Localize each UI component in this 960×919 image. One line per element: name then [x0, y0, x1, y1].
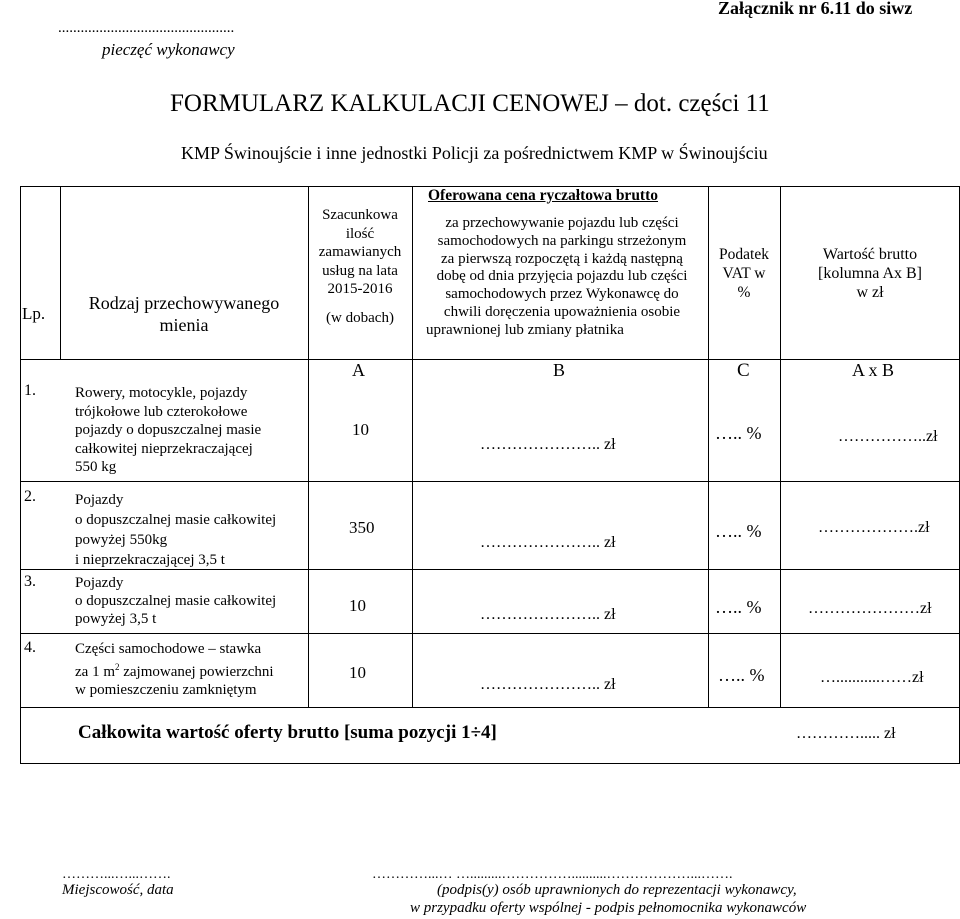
row-4-gross-field[interactable]: …...........……zł: [820, 669, 924, 686]
header-price-desc: za przechowywanie pojazdu lub części samochodowych na parkingu strzeżonym za pierwszą rozpoczętą i każdą następną dobę od dnia przyjęcia pojazdu lub części samochodowych przez Wykonawcę do chwili doręczenia upoważnienia osobie uprawnionej lub zmiany płatnika: [426, 215, 688, 338]
total-value-field[interactable]: …………..... zł: [796, 725, 896, 742]
annex-label: Załącznik nr 6.11 do siwz: [718, 0, 913, 18]
row-2-price-field[interactable]: ………………….. zł: [480, 534, 616, 551]
col-letter-b: B: [553, 360, 566, 380]
header-type: Rodzaj przechowywanego mienia: [88, 293, 280, 335]
signature-label-2: w przypadku oferty wspólnej - podpis pełnomocnika wykonawców: [410, 900, 807, 916]
row-2-quantity: 350: [349, 518, 375, 537]
row-1-number: 1.: [24, 382, 36, 399]
row-3-vat-field[interactable]: ….. %: [715, 597, 762, 617]
signature-dots: …………...… ….........……………..........………………...…….: [372, 867, 733, 882]
row-1-price-field[interactable]: ………………….. zł: [480, 436, 616, 453]
row-2-gross-field[interactable]: ……………….zł: [818, 519, 930, 536]
row-4-description: Części samochodowe – stawka za 1 $m^2$ zajmowanej powierzchni w pomieszczeniu zamkniętym: [75, 641, 274, 698]
row-3-gross-field[interactable]: …………………zł: [808, 600, 932, 617]
row-1-gross-field[interactable]: ……………..zł: [838, 428, 938, 445]
signature-label-1: (podpis(y) osób uprawnionych do reprezentacji wykonawcy,: [437, 882, 797, 898]
row-4-vat-field[interactable]: ….. %: [718, 665, 765, 685]
row-1-quantity: 10: [352, 420, 369, 439]
row-3-description: Pojazdy o dopuszczalnej masie całkowitej powyżej 3,5 t: [75, 575, 277, 627]
col-letter-a: A: [352, 360, 365, 380]
row-4-quantity: 10: [349, 663, 366, 682]
header-price-title: Oferowana cena ryczałtowa brutto: [428, 187, 659, 204]
row-3-price-field[interactable]: ………………….. zł: [480, 606, 616, 623]
col-letter-c: C: [737, 360, 750, 381]
row-3-number: 3.: [24, 573, 36, 590]
row-1-description: Rowery, motocykle, pojazdy trójkołowe lub czterokołowe pojazdy o dopuszczalnej masie całkowitej nieprzekraczającej 550 kg: [75, 385, 262, 475]
header-quantity: Szacunkowa ilość zamawianych usług na lata 2015-2016 (w dobach): [318, 207, 402, 326]
row-2-vat-field[interactable]: ….. %: [715, 521, 762, 541]
stamp-label: pieczęć wykonawcy: [102, 40, 235, 59]
stamp-dots: ...............................................: [58, 20, 235, 36]
total-label: Całkowita wartość oferty brutto [suma pozycji 1÷4]: [78, 722, 497, 743]
header-vat: Podatek VAT w %: [719, 246, 769, 301]
place-date-dots: ………...…...…….: [62, 867, 171, 882]
header-lp: Lp.: [22, 304, 46, 323]
row-3-quantity: 10: [349, 596, 366, 615]
page-title: FORMULARZ KALKULACJI CENOWEJ – dot. części 11: [170, 90, 770, 117]
row-1-vat-field[interactable]: ….. %: [715, 423, 762, 443]
header-gross: Wartość brutto [kolumna Ax B] w zł: [818, 246, 922, 301]
row-4-number: 4.: [24, 639, 36, 656]
page-subtitle: KMP Świnoujście i inne jednostki Policji za pośrednictwem KMP w Świnoujściu: [181, 143, 768, 163]
row-4-price-field[interactable]: ………………….. zł: [480, 676, 616, 693]
row-2-number: 2.: [24, 488, 36, 505]
place-date-label: Miejscowość, data: [62, 882, 174, 898]
col-letter-axb: A x B: [852, 360, 895, 380]
row-2-description: Pojazdy o dopuszczalnej masie całkowitej powyżej 550kg i nieprzekraczającej 3,5 t: [75, 492, 277, 568]
